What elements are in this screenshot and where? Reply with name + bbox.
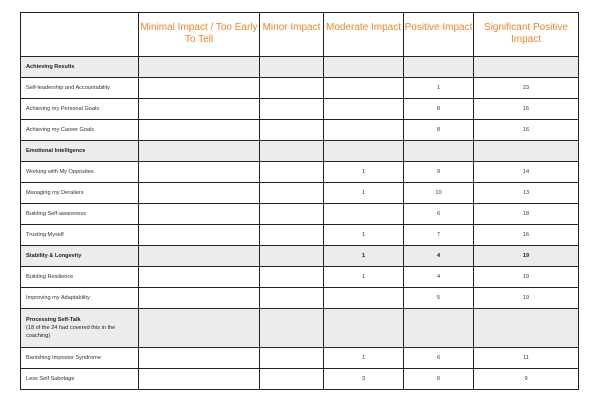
cell-significant: 16 [474, 99, 579, 120]
cell-minimal [139, 225, 260, 246]
cell-moderate [324, 141, 404, 162]
row-label: Self-leadership and Accountability [21, 78, 139, 99]
cell-minimal [139, 78, 260, 99]
cell-positive: 6 [404, 369, 474, 390]
cell-significant: 16 [474, 120, 579, 141]
table-row [21, 204, 579, 225]
cell-positive: 10 [404, 183, 474, 204]
cell-moderate: 3 [324, 369, 404, 390]
cell-minimal [139, 141, 260, 162]
cell-significant [474, 57, 579, 78]
table-row [21, 183, 579, 204]
cell-positive [404, 57, 474, 78]
cell-moderate [324, 288, 404, 309]
header-moderate-impact: Moderate Impact [324, 13, 404, 57]
impact-table [20, 12, 579, 390]
cell-minor [260, 369, 324, 390]
section-label: Stability & Longevity [21, 246, 139, 267]
table-row [21, 267, 579, 288]
cell-moderate [324, 78, 404, 99]
cell-positive: 8 [404, 99, 474, 120]
cell-positive: 6 [404, 348, 474, 369]
cell-minor [260, 120, 324, 141]
row-label: Building Self-awareness [21, 204, 139, 225]
cell-minor [260, 183, 324, 204]
cell-positive: 8 [404, 120, 474, 141]
cell-minimal [139, 120, 260, 141]
section-note: (18 of the 24 had covered this in the coaching) [26, 325, 116, 339]
cell-significant: 14 [474, 162, 579, 183]
header-row [21, 13, 579, 57]
cell-moderate [324, 204, 404, 225]
cell-minimal [139, 204, 260, 225]
cell-minimal [139, 99, 260, 120]
cell-moderate [324, 309, 404, 348]
cell-minor [260, 225, 324, 246]
cell-significant: 23 [474, 78, 579, 99]
cell-positive: 4 [404, 246, 474, 267]
cell-moderate [324, 120, 404, 141]
cell-significant: 19 [474, 246, 579, 267]
cell-positive [404, 141, 474, 162]
row-label: Managing my Derailers [21, 183, 139, 204]
table-row [21, 78, 579, 99]
section-row-emotional-intelligence [21, 141, 579, 162]
cell-minimal [139, 267, 260, 288]
cell-moderate: 1 [324, 246, 404, 267]
cell-moderate: 1 [324, 267, 404, 288]
cell-positive: 9 [404, 162, 474, 183]
cell-significant: 13 [474, 183, 579, 204]
cell-moderate: 1 [324, 225, 404, 246]
cell-minimal [139, 309, 260, 348]
cell-significant: 11 [474, 348, 579, 369]
cell-significant: 19 [474, 288, 579, 309]
table-row [21, 99, 579, 120]
cell-minor [260, 99, 324, 120]
cell-positive: 6 [404, 204, 474, 225]
table-row [21, 225, 579, 246]
row-label: Working with My Opposites [21, 162, 139, 183]
cell-moderate: 1 [324, 162, 404, 183]
table-row [21, 162, 579, 183]
cell-significant: 18 [474, 204, 579, 225]
cell-significant: 19 [474, 267, 579, 288]
header-positive-impact: Positive Impact [404, 13, 474, 57]
cell-minor [260, 288, 324, 309]
cell-minor [260, 309, 324, 348]
cell-minimal [139, 288, 260, 309]
row-label: Banishing Impostor Syndrome [21, 348, 139, 369]
cell-minor [260, 162, 324, 183]
cell-minimal [139, 246, 260, 267]
cell-minor [260, 348, 324, 369]
row-label: Trusting Myself [21, 225, 139, 246]
header-minor-impact: Minor Impact [260, 13, 324, 57]
section-label: Achieving Results [21, 57, 139, 78]
table-row [21, 120, 579, 141]
section-row-achieving-results [21, 57, 579, 78]
section-row-stability-longevity [21, 246, 579, 267]
cell-minimal [139, 348, 260, 369]
header-minimal-impact: Minimal Impact / Too Early To Tell [139, 13, 260, 57]
cell-minor [260, 57, 324, 78]
cell-minimal [139, 162, 260, 183]
cell-minor [260, 141, 324, 162]
cell-moderate: 1 [324, 348, 404, 369]
table-row [21, 348, 579, 369]
cell-minimal [139, 183, 260, 204]
section-row-processing-self-talk [21, 309, 579, 348]
cell-positive: 7 [404, 225, 474, 246]
table-row [21, 288, 579, 309]
cell-significant: 16 [474, 225, 579, 246]
cell-moderate [324, 99, 404, 120]
cell-positive [404, 309, 474, 348]
header-cell-empty [21, 13, 139, 57]
cell-positive: 1 [404, 78, 474, 99]
cell-significant: 9 [474, 369, 579, 390]
cell-minimal [139, 57, 260, 78]
cell-minor [260, 267, 324, 288]
cell-minor [260, 78, 324, 99]
row-label: Building Resilience [21, 267, 139, 288]
section-label: Emotional Intelligence [21, 141, 139, 162]
row-label: Less Self Sabotage [21, 369, 139, 390]
cell-moderate [324, 57, 404, 78]
cell-minor [260, 246, 324, 267]
cell-minimal [139, 369, 260, 390]
header-significant-positive-impact: Significant Positive Impact [474, 13, 579, 57]
cell-minor [260, 204, 324, 225]
section-label: Processing Self-Talk [26, 317, 81, 323]
cell-positive: 5 [404, 288, 474, 309]
cell-significant [474, 309, 579, 348]
table-row [21, 369, 579, 390]
cell-positive: 4 [404, 267, 474, 288]
row-label: Achieving my Career Goals [21, 120, 139, 141]
cell-significant [474, 141, 579, 162]
cell-moderate: 1 [324, 183, 404, 204]
section-label-cell [21, 309, 139, 348]
impact-table-container [20, 12, 578, 390]
row-label: Improving my Adaptability [21, 288, 139, 309]
row-label: Achieving my Personal Goals [21, 99, 139, 120]
